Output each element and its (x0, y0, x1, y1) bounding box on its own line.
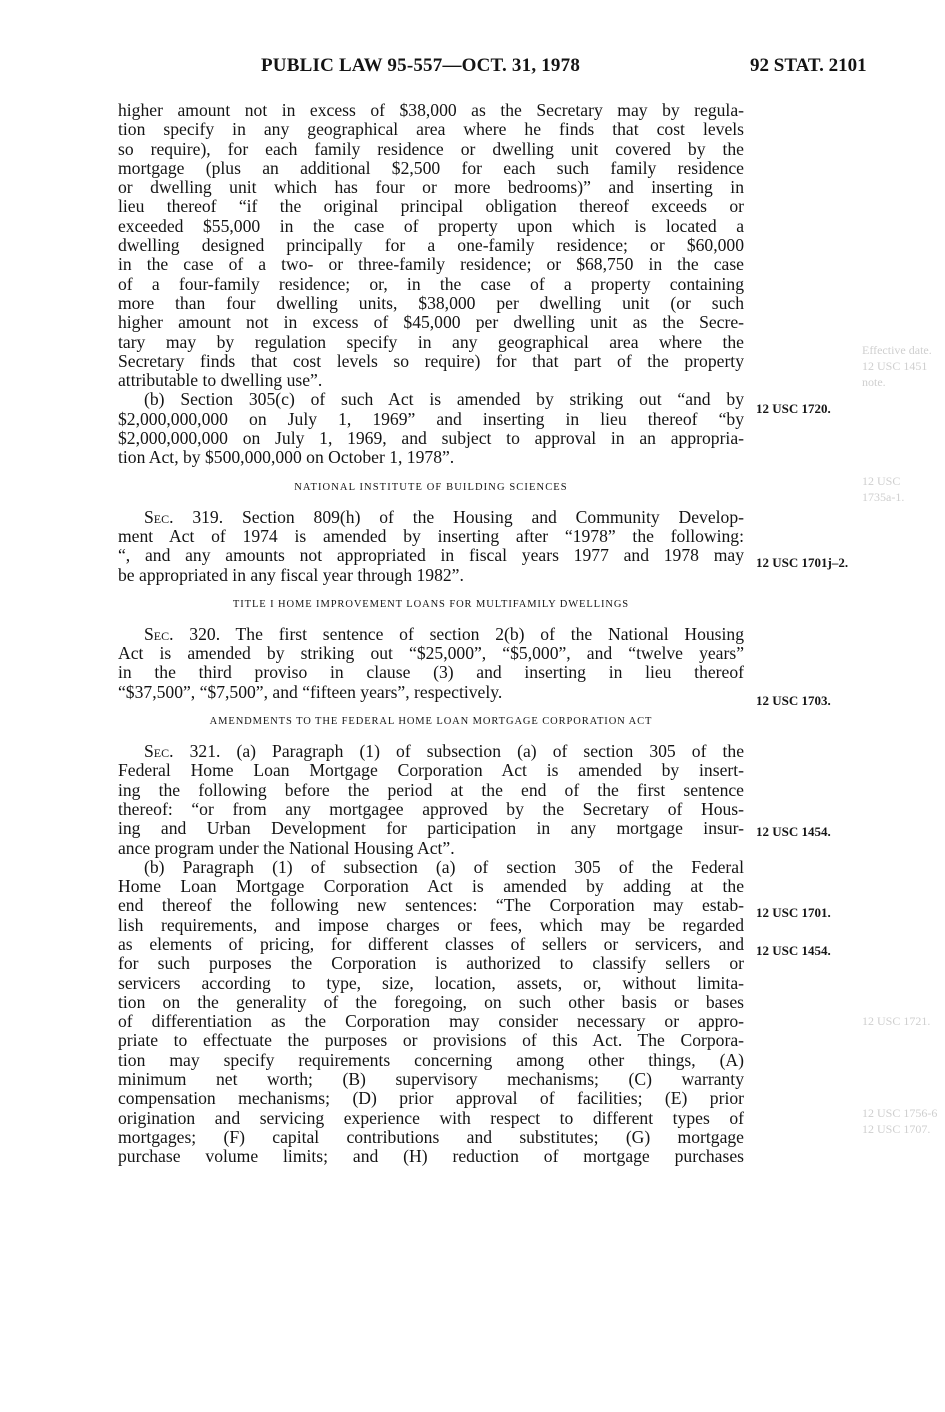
section-heading: NATIONAL INSTITUTE OF BUILDING SCIENCES (294, 481, 568, 493)
margin-citation: 12 USC 1454. (756, 943, 831, 958)
text-line: tion may specify requirements concerning among other things, (A) (118, 1050, 744, 1070)
text-line: higher amount not in excess of $38,000 as the Secretary may by regula- (118, 101, 744, 120)
text-line: mortgage (plus an additional $2,500 for each such family residence (118, 158, 744, 178)
section-label: Sec. (144, 624, 174, 644)
text-line: of a four-family residence; or, in the case of a property containing (118, 274, 744, 294)
text-line: Act is amended by striking out “$25,000”, “$5,000”, and “twelve years” (118, 644, 744, 664)
text-line: tary may by regulation specify in any geographical area where the (118, 332, 744, 352)
bleed-through-text: 12 USC 1721. (862, 1014, 931, 1028)
text-line: lish requirements, and impose charges or fees, which may be regarded (118, 915, 744, 935)
text-line: ment Act of 1974 is amended by inserting after “1978” the following: (118, 526, 744, 546)
text-span: 321. (a) Paragraph (1) of subsection (a) of section 305 of the (173, 742, 744, 762)
text-line: Federal Home Loan Mortgage Corporation Act is amended by insert- (118, 761, 744, 781)
paragraph-sec-320 (118, 625, 744, 702)
page-header (0, 55, 945, 85)
text-line: Secretary finds that cost levels so require) for that part of the property (118, 351, 744, 371)
text-line: tion Act, by $500,000,000 on October 1, 1978”. (118, 448, 455, 468)
section-heading: TITLE I HOME IMPROVEMENT LOANS FOR MULTIFAMILY DWELLINGS (232, 598, 630, 610)
text-line: $2,000,000,000 on July 1, 1969” and inserting in lieu thereof “by (118, 409, 744, 429)
bleed-through-text: Effective date. (862, 343, 932, 357)
text-line: exceeded $55,000 in the case of property upon which is located a (118, 216, 744, 236)
bleed-through-text: 12 USC (862, 474, 901, 488)
text-line: “$37,500”, “$7,500”, and “fifteen years”, respectively. (118, 682, 503, 702)
text-line (118, 742, 744, 761)
text-line: attributable to dwelling use”. (118, 371, 323, 391)
text-line: ing and Urban Development for participation in any mortgage insur- (118, 819, 744, 839)
section-label: Sec. (144, 742, 174, 762)
section-heading: AMENDMENTS TO THE FEDERAL HOME LOAN MORTGAGE CORPORATION ACT (209, 716, 653, 728)
text-span: 320. The first sentence of section 2(b) of the National Housing (173, 624, 744, 644)
section-label: Sec. (144, 507, 174, 527)
text-line: so require), for each family residence or dwelling unit covered by the (118, 139, 744, 159)
margin-citation: 12 USC 1701j–2. (756, 555, 849, 570)
statute-page-number: 92 STAT. 2101 (750, 55, 867, 76)
text-line: (b) Paragraph (1) of subsection (a) of section 305 of the Federal (144, 857, 744, 877)
paragraph-sec-321-b (118, 858, 744, 1167)
text-line: ance program under the National Housing Act”. (118, 838, 455, 858)
bleed-through-text: 12 USC 1756-6 (862, 1106, 938, 1120)
text-line: end thereof the following new sentences: “The Corporation may estab- (118, 896, 744, 916)
bleed-through-text: 12 USC 1707. (862, 1122, 931, 1136)
text-line: servicers according to type, size, location, assets, or, without limita- (118, 973, 744, 993)
text-line: of differentiation as the Corporation may consider necessary or appro- (118, 1012, 744, 1032)
paragraph-sec-321-a (118, 742, 744, 858)
text-line (118, 508, 744, 527)
text-line: (b) Section 305(c) of such Act is amended by striking out “and by (144, 390, 744, 410)
text-line: $2,000,000,000 on July 1, 1969, and subject to approval in an appropria- (118, 429, 744, 449)
text-span: 319. Section 809(h) of the Housing and Community Develop- (173, 507, 744, 527)
paragraph-continued (118, 101, 744, 390)
text-line: mortgages; (F) capital contributions and substitutes; (G) mortgage (118, 1127, 744, 1147)
text-line: as elements of pricing, for different classes of sellers or servicers, and (118, 934, 744, 954)
text-line: higher amount not in excess of $45,000 per dwelling unit as the Secre- (118, 313, 744, 333)
text-line: thereof: “or from any mortgagee approved by the Secretary of Hous- (118, 799, 744, 819)
text-line: dwelling designed principally for a one-family residence; or $60,000 (118, 236, 744, 256)
bleed-through-text: 1735a-1. (862, 490, 905, 504)
paragraph-sec-318-b (118, 390, 744, 467)
margin-citation: 12 USC 1703. (756, 693, 831, 708)
bleed-through-text: 12 USC 1451 (862, 359, 928, 373)
margin-citation: 12 USC 1701. (756, 905, 831, 920)
text-line (118, 625, 744, 644)
margin-citation: 12 USC 1454. (756, 824, 831, 839)
text-line: minimum net worth; (B) supervisory mechanisms; (C) warranty (118, 1070, 744, 1090)
page-title: PUBLIC LAW 95-557—OCT. 31, 1978 (261, 55, 581, 76)
text-line: tion on the generality of the foregoing, on such other basis or bases (118, 992, 744, 1012)
text-line: purchase volume limits; and (H) reduction of mortgage purchases (118, 1147, 744, 1167)
body-text (118, 101, 744, 1167)
text-line: in the third proviso in clause (3) and inserting in lieu thereof (118, 663, 744, 683)
text-line: origination and servicing experience with respect to different types of (118, 1108, 744, 1128)
bleed-through-text: note. (862, 375, 886, 389)
paragraph-sec-319 (118, 508, 744, 585)
text-line: “, and any amounts not appropriated in fiscal years 1977 and 1978 may (118, 546, 744, 566)
text-line: more than four dwelling units, $38,000 per dwelling unit (or such (118, 293, 744, 313)
text-line: in the case of a two- or three-family residence; or $68,750 in the case (118, 255, 744, 275)
margin-citation: 12 USC 1720. (756, 401, 831, 416)
text-line: ing the following before the period at the end of the first sentence (118, 780, 744, 800)
text-line: compensation mechanisms; (D) prior approval of facilities; (E) prior (118, 1089, 744, 1109)
text-line: priate to effectuate the purposes or provisions of this Act. The Corpora- (118, 1031, 744, 1051)
text-line: lieu thereof “if the original principal obligation thereof exceeds or (118, 197, 744, 217)
text-line: be appropriated in any fiscal year through 1982”. (118, 565, 464, 585)
text-line: or dwelling unit which has four or more bedrooms)” and inserting in (118, 178, 744, 198)
text-line: for such purposes the Corporation is authorized to classify sellers or (118, 954, 744, 974)
text-line: tion specify in any geographical area where he finds that cost levels (118, 120, 744, 140)
text-line: Home Loan Mortgage Corporation Act is amended by adding at the (118, 877, 744, 897)
